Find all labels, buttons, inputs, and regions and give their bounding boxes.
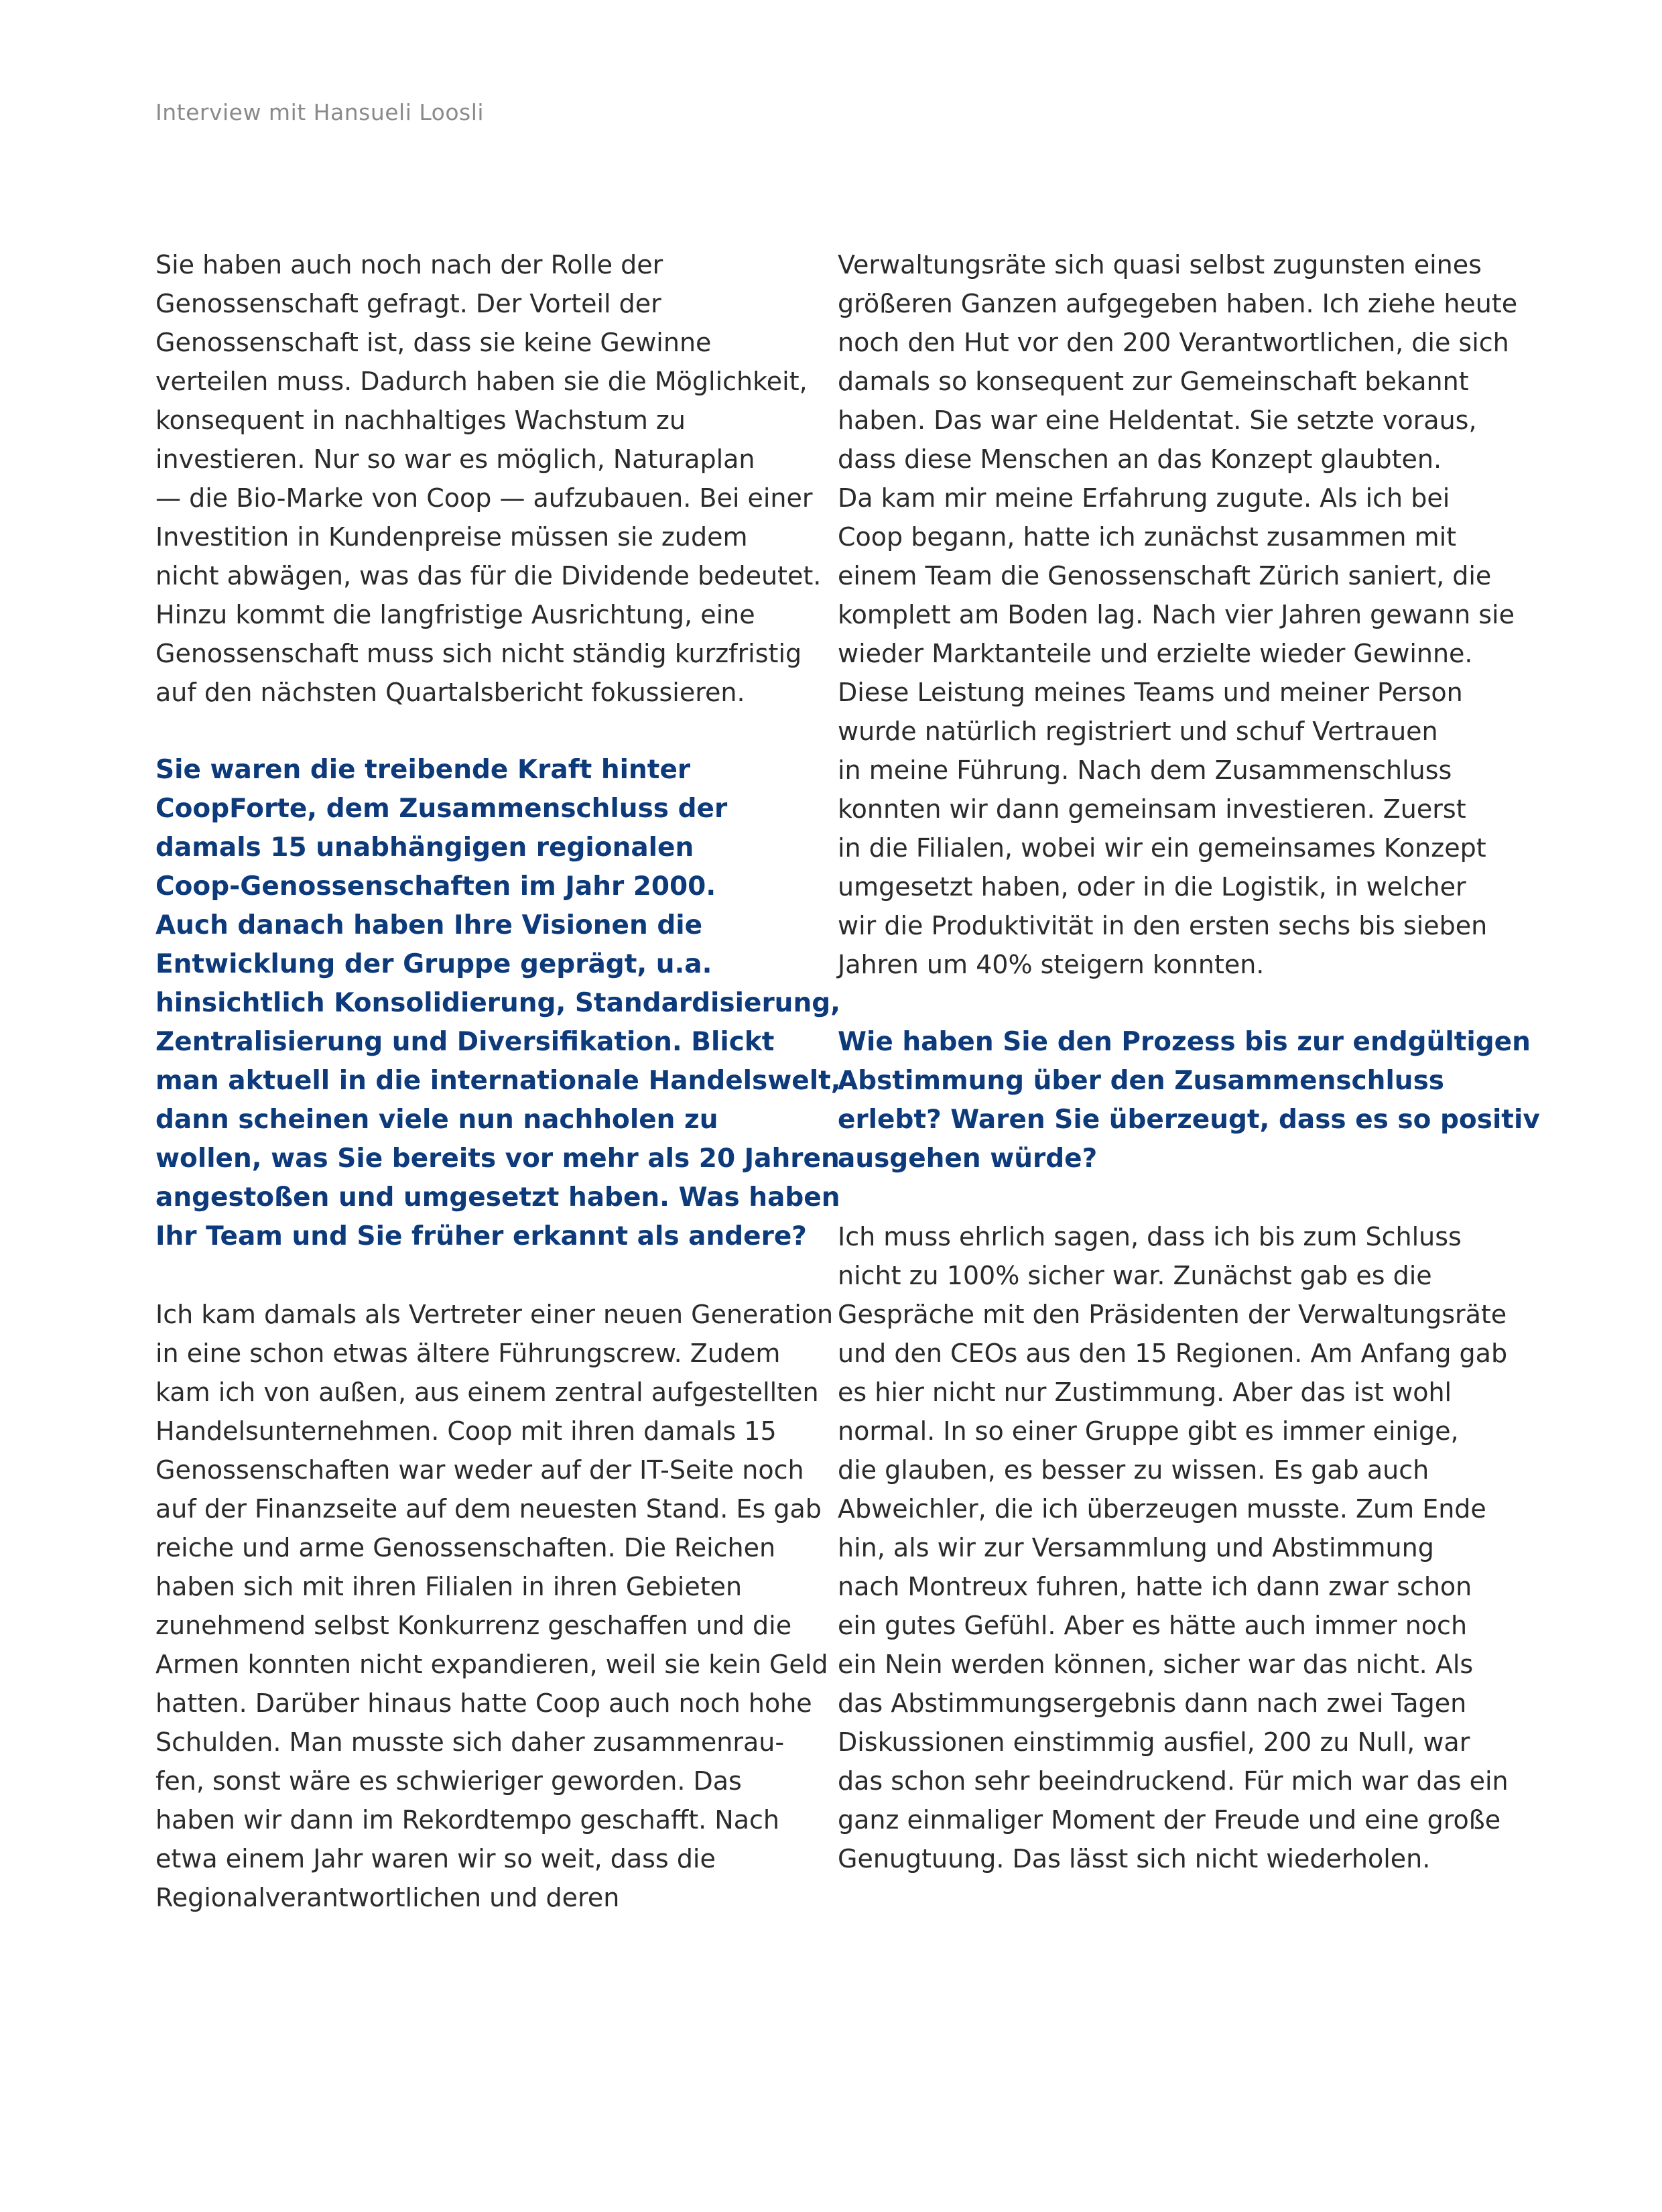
- text-line: Verwaltungsräte sich quasi selbst zugunsten eines: [838, 250, 1482, 280]
- text-line: nicht zu 100% sicher war. Zunächst gab es die: [838, 1261, 1432, 1290]
- text-line: hatten. Darüber hinaus hatte Coop auch noch hohe: [155, 1688, 812, 1718]
- left-column: [155, 245, 841, 1917]
- text-line: das schon sehr beeindruckend. Für mich war das ein: [838, 1766, 1509, 1796]
- question-heading-2: [155, 751, 841, 1256]
- text-line: Ich kam damals als Vertreter einer neuen Generation: [155, 1300, 834, 1329]
- text-line: ein gutes Gefühl. Aber es hätte auch immer noch: [838, 1611, 1468, 1640]
- text-line: reiche und arme Genossenschaften. Die Reichen: [155, 1533, 776, 1562]
- paragraph-gap: [155, 712, 826, 751]
- text-line: Da kam mir meine Erfahrung zugute. Als ich bei: [838, 483, 1450, 513]
- text-line: haben wir dann im Rekordtempo geschafft. Nach: [155, 1805, 779, 1835]
- text-line: Genossenschaften war weder auf der IT-Seite noch: [155, 1455, 804, 1485]
- text-line: nach Montreux fuhren, hatte ich dann zwar schon: [838, 1572, 1472, 1601]
- text-line: komplett am Boden lag. Nach vier Jahren gewann sie: [838, 600, 1515, 629]
- text-line: und den CEOs aus den 15 Regionen. Am Anfang gab: [838, 1339, 1508, 1368]
- text-line: konnten wir dann gemeinsam investieren. Zuerst: [838, 794, 1466, 824]
- text-line: hin, als wir zur Versammlung und Abstimmung: [838, 1533, 1434, 1562]
- text-line: Genossenschaft muss sich nicht ständig kurzfristig: [155, 639, 802, 668]
- question-line: angestoßen und umgesetzt haben. Was haben: [155, 1182, 840, 1213]
- text-line: Gespräche mit den Präsidenten der Verwaltungsräte: [838, 1300, 1507, 1329]
- text-line: — die Bio-Marke von Coop — aufzubauen. Bei einer: [155, 483, 813, 513]
- text-line: Investition in Kundenpreise müssen sie zudem: [155, 522, 748, 552]
- text-line: Genossenschaft ist, dass sie keine Gewinne: [155, 328, 712, 357]
- text-line: investieren. Nur so war es möglich, Naturaplan: [155, 444, 755, 474]
- text-line: dass diese Menschen an das Konzept glaubten.: [838, 444, 1442, 474]
- text-line: in die Filialen, wobei wir ein gemeinsames Konzept: [838, 833, 1486, 863]
- text-line: wurde natürlich registriert und schuf Vertrauen: [838, 717, 1438, 746]
- right-column: [838, 245, 1540, 1878]
- text-line: es hier nicht nur Zustimmung. Aber das ist wohl: [838, 1377, 1452, 1407]
- text-line: Schulden. Man musste sich daher zusammenrau-: [155, 1727, 785, 1757]
- text-line: Armen konnten nicht expandieren, weil sie kein Geld: [155, 1650, 828, 1679]
- text-line: in meine Führung. Nach dem Zusammenschluss: [838, 755, 1452, 785]
- question-line: CoopForte, dem Zusammenschluss der: [155, 794, 728, 824]
- answer-paragraph-3: [838, 1217, 1508, 1878]
- question-line: Zentralisierung und Diversifikation. Blickt: [155, 1027, 775, 1057]
- question-line: Coop-Genossenschaften im Jahr 2000.: [155, 871, 716, 902]
- text-line: kam ich von außen, aus einem zentral aufgestellten: [155, 1377, 819, 1407]
- text-line: wir die Produktivität in den ersten sechs bis sieben: [838, 911, 1488, 940]
- question-line: damals 15 unabhängigen regionalen: [155, 833, 694, 863]
- text-line: ein Nein werden können, sicher war das nicht. Als: [838, 1650, 1474, 1679]
- question-line: Abstimmung über den Zusammenschluss: [838, 1066, 1444, 1096]
- paragraph-gap: [838, 1178, 1508, 1217]
- text-line: das Abstimmungsergebnis dann nach zwei Tagen: [838, 1688, 1467, 1718]
- text-line: wieder Marktanteile und erzielte wieder Gewinne.: [838, 639, 1473, 668]
- text-line: größeren Ganzen aufgegeben haben. Ich ziehe heute: [838, 289, 1518, 318]
- question-line: wollen, was Sie bereits vor mehr als 20 Jahren: [155, 1144, 840, 1174]
- text-line: auf den nächsten Quartalsbericht fokussieren.: [155, 678, 745, 707]
- question-heading-3: [838, 1023, 1540, 1178]
- question-line: Wie haben Sie den Prozess bis zur endgültigen: [838, 1027, 1531, 1057]
- text-line: normal. In so einer Gruppe gibt es immer einige,: [838, 1416, 1459, 1446]
- question-line: hinsichtlich Konsolidierung, Standardisierung,: [155, 988, 840, 1018]
- text-line: noch den Hut vor den 200 Verantwortlichen, die sich: [838, 328, 1509, 357]
- question-line: Ihr Team und Sie früher erkannt als andere?: [155, 1221, 807, 1251]
- paragraph-gap: [155, 1256, 826, 1295]
- text-line: Jahren um 40% steigern konnten.: [838, 950, 1265, 979]
- answer-paragraph-2-continued: [838, 245, 1518, 984]
- text-line: haben. Das war eine Heldentat. Sie setzte voraus,: [838, 406, 1477, 435]
- text-line: auf der Finanzseite auf dem neuesten Stand. Es gab: [155, 1494, 822, 1524]
- running-header: Interview mit Hansueli Loosli: [155, 99, 485, 125]
- paragraph-gap: [838, 984, 1508, 1023]
- text-line: zunehmend selbst Konkurrenz geschaffen und die: [155, 1611, 792, 1640]
- text-line: einem Team die Genossenschaft Zürich saniert, die: [838, 561, 1492, 591]
- text-line: Hinzu kommt die langfristige Ausrichtung, eine: [155, 600, 755, 629]
- answer-paragraph-2: [155, 1295, 834, 1917]
- question-line: man aktuell in die internationale Handelswelt,: [155, 1066, 841, 1096]
- question-line: Sie waren die treibende Kraft hinter: [155, 755, 691, 785]
- text-line: Handelsunternehmen. Coop mit ihren damals 15: [155, 1416, 777, 1446]
- answer-paragraph-1: [155, 245, 826, 712]
- text-line: etwa einem Jahr waren wir so weit, dass die: [155, 1844, 716, 1873]
- text-line: Ich muss ehrlich sagen, dass ich bis zum Schluss: [838, 1222, 1462, 1251]
- text-line: ganz einmaliger Moment der Freude und eine große: [838, 1805, 1501, 1835]
- text-line: die glauben, es besser zu wissen. Es gab auch: [838, 1455, 1429, 1485]
- text-line: konsequent in nachhaltiges Wachstum zu: [155, 406, 686, 435]
- text-line: Sie haben auch noch nach der Rolle der: [155, 250, 663, 280]
- text-line: Genugtuung. Das lässt sich nicht wiederholen.: [838, 1844, 1431, 1873]
- text-line: Diskussionen einstimmig ausfiel, 200 zu Null, war: [838, 1727, 1470, 1757]
- text-line: Coop begann, hatte ich zunächst zusammen mit: [838, 522, 1457, 552]
- text-line: verteilen muss. Dadurch haben sie die Möglichkeit,: [155, 367, 808, 396]
- text-line: umgesetzt haben, oder in die Logistik, in welcher: [838, 872, 1466, 902]
- text-line: fen, sonst wäre es schwieriger geworden. Das: [155, 1766, 742, 1796]
- text-line: Abweichler, die ich überzeugen musste. Zum Ende: [838, 1494, 1486, 1524]
- question-line: Auch danach haben Ihre Visionen die: [155, 910, 703, 940]
- question-line: dann scheinen viele nun nachholen zu: [155, 1105, 718, 1135]
- text-line: haben sich mit ihren Filialen in ihren Gebieten: [155, 1572, 743, 1601]
- text-line: in eine schon etwas ältere Führungscrew. Zudem: [155, 1339, 781, 1368]
- question-line: Entwicklung der Gruppe geprägt, u.a.: [155, 949, 712, 979]
- text-line: Diese Leistung meines Teams und meiner Person: [838, 678, 1463, 707]
- text-line: nicht abwägen, was das für die Dividende bedeutet.: [155, 561, 822, 591]
- text-line: Genossenschaft gefragt. Der Vorteil der: [155, 289, 661, 318]
- text-line: damals so konsequent zur Gemeinschaft bekannt: [838, 367, 1469, 396]
- text-line: Regionalverantwortlichen und deren: [155, 1883, 620, 1912]
- question-line: erlebt? Waren Sie überzeugt, dass es so positiv: [838, 1105, 1540, 1135]
- question-line: ausgehen würde?: [838, 1144, 1098, 1174]
